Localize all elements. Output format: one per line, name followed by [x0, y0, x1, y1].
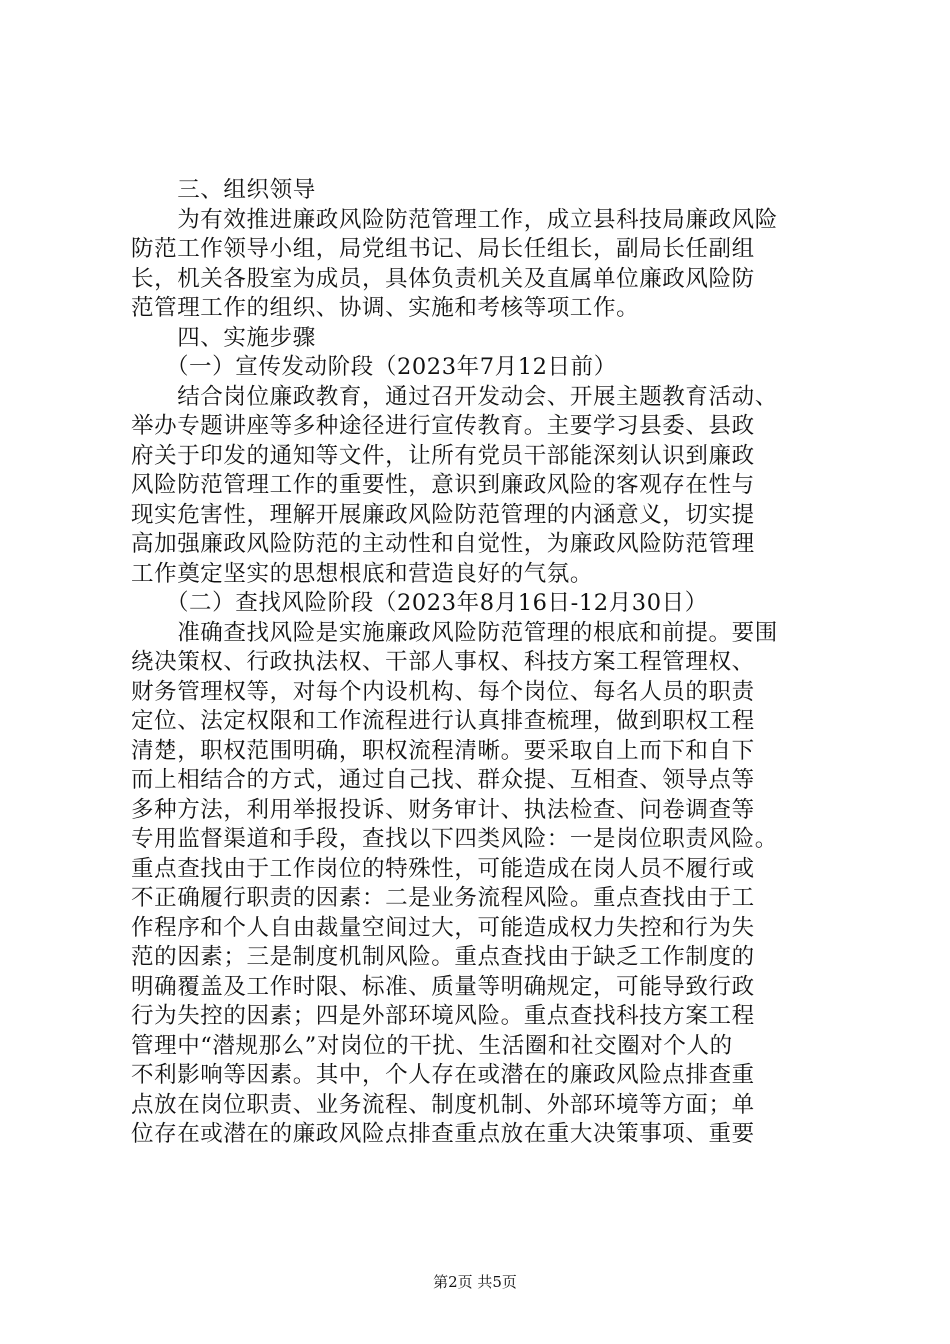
paragraph-line: 明确覆盖及工作时限、标准、质量等明确规定，可能导致行政	[131, 973, 755, 1000]
paragraph-line: 位存在或潜在的廉政风险点排查重点放在重大决策事项、重要	[131, 1121, 755, 1147]
paragraph-line: 不利影响等因素。其中，个人存在或潜在的廉政风险点排查重	[131, 1062, 755, 1088]
paragraph-line: 多种方法，利用举报投诉、财务审计、执法检查、问卷调查等	[131, 796, 755, 823]
paragraph-line: 结合岗位廉政教育，通过召开发动会、开展主题教育活动、	[131, 383, 778, 410]
paragraph-line: 定位、法定权限和工作流程进行认真排查梳理，做到职权工程	[131, 708, 755, 734]
paragraph-line: 清楚，职权范围明确，职权流程清晰。要采取自上而下和自下	[131, 737, 755, 764]
paragraph-line: 作程序和个人自由裁量空间过大，可能造成权力失控和行为失	[131, 914, 755, 941]
paragraph-line: 重点查找由于工作岗位的特殊性，可能造成在岗人员不履行或	[131, 855, 755, 882]
paragraph-line: 不正确履行职责的因素：二是业务流程风险。重点查找由于工	[131, 885, 755, 911]
paragraph-line: 行为失控的因素；四是外部环境风险。重点查找科技方案工程	[131, 1003, 755, 1029]
paragraph-line: 为有效推进廉政风险防范管理工作，成立县科技局廉政风险	[131, 206, 778, 233]
paragraph-line: 而上相结合的方式，通过自己找、群众提、互相查、领导点等	[131, 767, 755, 793]
paragraph-line: 防范工作领导小组，局党组书记、局长任组长，副局长任副组	[131, 236, 755, 262]
paragraph-line: 点放在岗位职责、业务流程、制度机制、外部环境等方面；单	[131, 1091, 755, 1118]
paragraph-line: 准确查找风险是实施廉政风险防范管理的根底和前提。要围	[131, 619, 778, 646]
section-heading: 四、实施步骤	[131, 324, 316, 351]
paragraph-line: 长，机关各股室为成员，具体负责机关及直属单位廉政风险防	[131, 265, 755, 292]
paragraph-line: 管理中“潜规那么”对岗位的干扰、生活圈和社交圈对个人的	[131, 1032, 733, 1059]
subsection-heading: （一）宣传发动阶段（2023年7月12日前）	[131, 354, 617, 380]
paragraph-line: 绕决策权、行政执法权、干部人事权、科技方案工程管理权、	[131, 649, 755, 675]
paragraph-line: 府关于印发的通知等文件，让所有党员干部能深刻认识到廉政	[131, 442, 755, 469]
paragraph-line: 高加强廉政风险防范的主动性和自觉性，为廉政风险防范管理	[131, 531, 755, 557]
paragraph-line: 现实危害性，理解开展廉政风险防范管理的内涵意义，切实提	[131, 501, 755, 528]
paragraph-line: 范的因素；三是制度机制风险。重点查找由于缺乏工作制度的	[131, 944, 755, 970]
paragraph-line: 范管理工作的组织、协调、实施和考核等项工作。	[131, 295, 640, 321]
document-body	[131, 176, 831, 1150]
paragraph-line: 工作奠定坚实的思想根底和营造良好的气氛。	[131, 560, 594, 587]
section-heading: 三、组织领导	[131, 177, 316, 203]
paragraph-line: 举办专题讲座等多种途径进行宣传教育。主要学习县委、县政	[131, 413, 755, 439]
page-number-footer: 第2页 共5页	[433, 1273, 517, 1291]
paragraph-line: 专用监督渠道和手段，查找以下四类风险：一是岗位职责风险。	[131, 826, 778, 852]
subsection-heading: （二）查找风险阶段（2023年8月16日-12月30日）	[131, 590, 708, 616]
paragraph-line: 财务管理权等，对每个内设机构、每个岗位、每名人员的职责	[131, 678, 755, 705]
paragraph-line: 风险防范管理工作的重要性，意识到廉政风险的客观存在性与	[131, 472, 755, 498]
